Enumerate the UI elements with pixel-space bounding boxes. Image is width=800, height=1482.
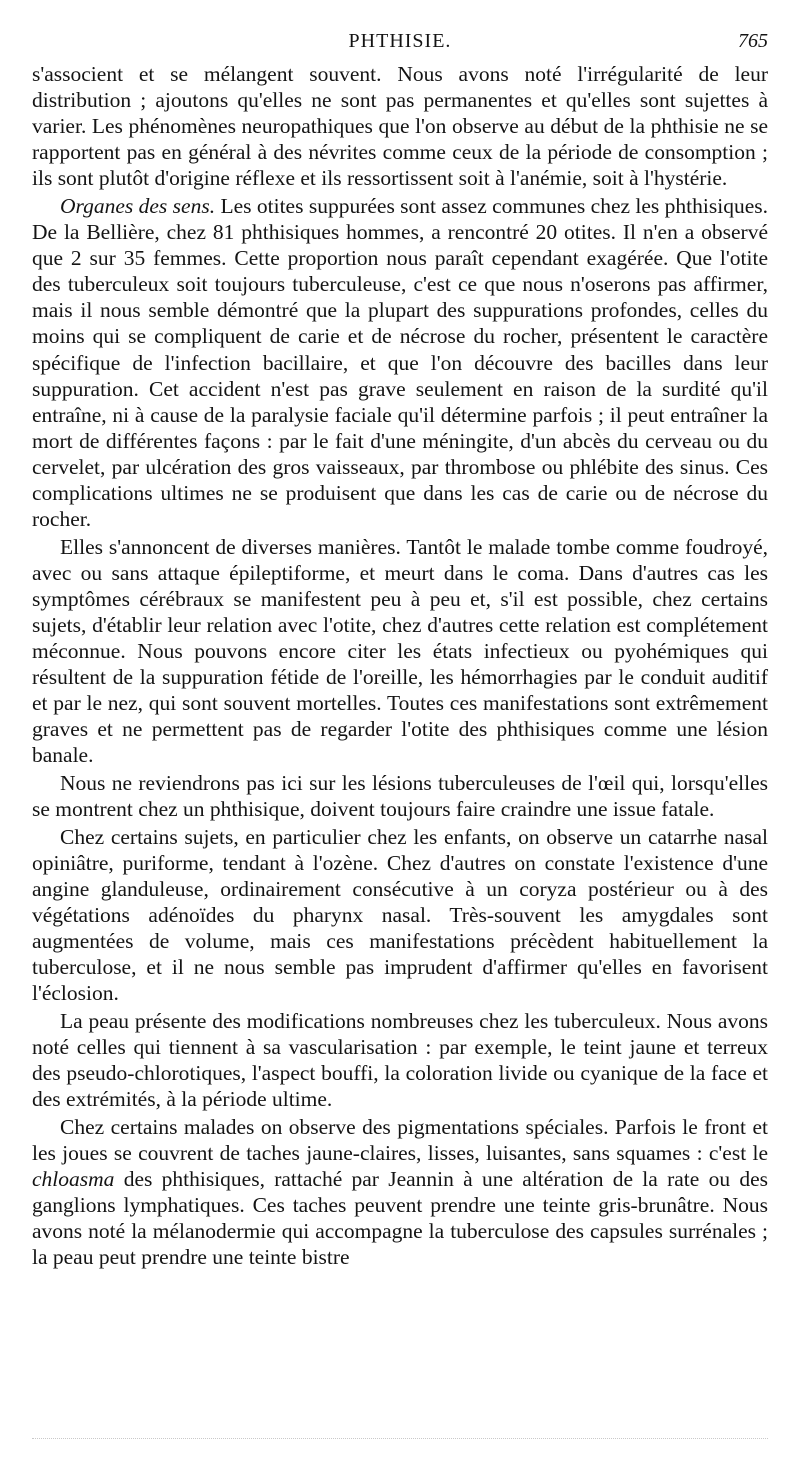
- page-number: 765: [738, 30, 768, 52]
- paragraph-6: [32, 1008, 768, 1112]
- section-lead-organes-des-sens: Organes des sens.: [60, 193, 216, 218]
- paragraph-2: [32, 193, 768, 532]
- bottom-margin-specks: [32, 1438, 768, 1449]
- paragraph-5-text: Chez certains sujets, en particulier chez les enfants, on observe un catarrhe nasal opiniâtre, puriforme, tendant à l'ozène. Chez d'autres on constate l'existence d'une angine glanduleuse, ordinairement consécutive à un coryza postérieur ou à des végétations adénoïdes du pharynx nasal. Très-souvent les amygdales sont augmentées de volume, mais ces manifestations précèdent habituellement la tuberculose, et il ne nous semble pas imprudent d'affirmer qu'elles en favorisent l'éclosion.: [32, 824, 768, 1006]
- paragraph-7: [32, 1114, 768, 1271]
- paragraph-2-text: Les otites suppurées sont assez communes chez les phthisiques. De la Bellière, chez 81 phthisiques hommes, a rencontré 20 otites. Il n'en a observé que 2 sur 35 femmes. Cette proportion nous paraît cependant exagérée. Que l'otite des tuberculeux soit toujours tuberculeuse, c'est ce que nous n'oserons pas affirmer, mais il nous semble démontré que la plupart des suppurations profondes, celles du moins qui se compliquent de carie et de nécrose du rocher, présentent le caractère spécifique de l'infection bacillaire, et que l'on découvre des bacilles dans leur suppuration. Cet accident n'est pas grave seulement en raison de la surdité qu'il entraîne, ni à cause de la paralysie faciale qu'il détermine parfois ; il peut entraîner la mort de différentes façons : par le fait d'une méningite, d'un abcès du cerveau ou du cervelet, par ulcération des gros vaisseaux, par thrombose ou phlébite des sinus. Ces complications ultimes ne se produisent que dans les cas de carie ou de nécrose du rocher.: [32, 193, 768, 532]
- paragraph-4-text: Nous ne reviendrons pas ici sur les lésions tuberculeuses de l'œil qui, lorsqu'elles se montrent chez un phthisique, doivent toujours faire craindre une issue fatale.: [32, 771, 768, 822]
- page-body: [32, 61, 768, 1270]
- paragraph-1-text: s'associent et se mélangent souvent. Nous avons noté l'irrégularité de leur distribution ; ajoutons qu'elles ne sont pas permanentes et qu'elles sont sujettes à varier. Les phénomènes neuropathiques que l'on observe au début de la phthisie ne se rapportent pas en général à des névrites comme ceux de la période de consomption ; ils sont plutôt d'origine réflexe et ils ressortissent soit à l'anémie, soit à l'hystérie.: [32, 62, 768, 191]
- paragraph-1: [32, 61, 768, 191]
- paragraph-3-text: Elles s'annoncent de diverses manières. Tantôt le malade tombe comme foudroyé, avec ou sans attaque épileptiforme, et meurt dans le coma. Dans d'autres cas les symptômes cérébraux se manifestent peu à peu et, s'il est possible, chez certains sujets, d'établir leur relation avec l'otite, chez d'autres cette relation est complétement méconnue. Nous pouvons encore citer les états infectieux ou pyohémiques qui résultent de la suppuration fétide de l'oreille, les hémorrhagies par le conduit auditif et par le nez, qui sont souvent mortelles. Toutes ces manifestations sont extrêmement graves et ne permettent pas de regarder l'otite des phthisiques comme une lésion banale.: [32, 534, 768, 768]
- paragraph-6-text: La peau présente des modifications nombreuses chez les tuberculeux. Nous avons noté celles qui tiennent à sa vascularisation : par exemple, le teint jaune et terreux des pseudo-chlorotiques, l'aspect bouffi, la coloration livide ou cyanique de la face et des extrémités, à la période ultime.: [32, 1008, 768, 1112]
- running-header: [32, 30, 768, 58]
- paragraph-7-text-a: Chez certains malades on observe des pigmentations spéciales. Parfois le front et les joues se couvrent de taches jaune-claires, lisses, luisantes, sans squames : c'est le: [32, 1114, 768, 1165]
- running-title: PHTHISIE.: [348, 30, 452, 52]
- paragraph-3: [32, 534, 768, 769]
- term-chloasma: chloasma: [32, 1166, 115, 1191]
- paragraph-7-text-b: des phthisiques, rattaché par Jeannin à une altération de la rate ou des ganglions lymphatiques. Ces taches peuvent prendre une teinte gris-brunâtre. Nous avons noté la mélanodermie qui accompagne la tuberculose des capsules surrénales ; la peau peut prendre une teinte bistre: [32, 1166, 768, 1270]
- paragraph-5: [32, 824, 768, 1007]
- paragraph-4: [32, 770, 768, 822]
